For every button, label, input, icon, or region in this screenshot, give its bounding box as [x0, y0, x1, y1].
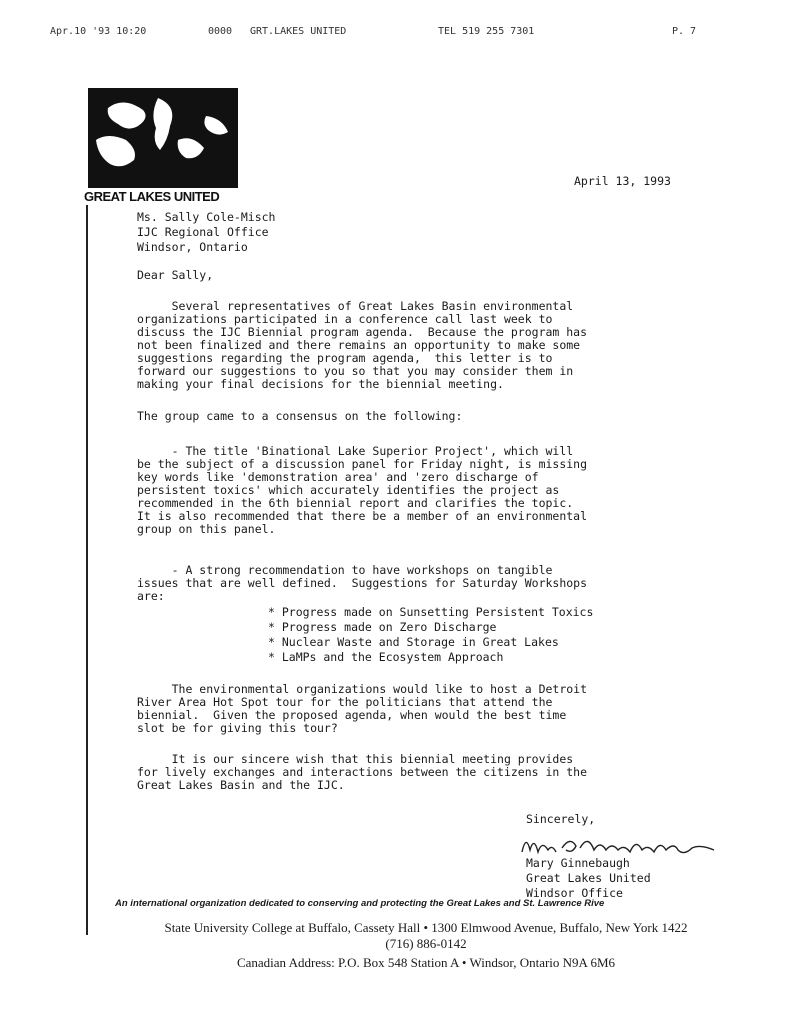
text-line: are:: [137, 589, 165, 603]
logo-wordmark: GREAT LAKES UNITED: [84, 189, 220, 204]
text-line: biennial. Given the proposed agenda, when would the best time: [137, 708, 567, 722]
list-item: * Progress made on Zero Discharge: [268, 620, 497, 634]
signer-name: Mary Ginnebaugh: [526, 856, 630, 870]
fax-tel: TEL 519 255 7301: [438, 26, 535, 37]
text-line: River Area Hot Spot tour for the politicians that attend the: [137, 695, 553, 709]
signer-org: Great Lakes United: [526, 871, 651, 885]
text-line: group on this panel.: [137, 522, 276, 536]
text-line: The environmental organizations would like to host a Detroit: [137, 682, 588, 696]
text-line: key words like 'demonstration area' and 'zero discharge of: [137, 470, 539, 484]
text-line: It is also recommended that there be a member of an environmental: [137, 509, 588, 523]
text-line: organizations participated in a conference call last week to: [137, 312, 553, 326]
canadian-address: Canadian Address: P.O. Box 548 Station A • Windsor, Ontario N9A 6M6: [236, 955, 616, 970]
text-line: It is our sincere wish that this biennial meeting provides: [137, 752, 574, 766]
us-address: State University College at Buffalo, Cassety Hall • 1300 Elmwood Avenue, Buffalo, New York 1422: [164, 920, 688, 935]
recipient-line: Windsor, Ontario: [137, 240, 248, 254]
letter-date: April 13, 1993: [574, 174, 671, 188]
text-line: Great Lakes Basin and the IJC.: [137, 778, 345, 792]
fax-code: 0000: [208, 26, 233, 37]
recipient-line: Ms. Sally Cole-Misch: [137, 210, 276, 224]
text-line: Several representatives of Great Lakes Basin environmental: [137, 299, 574, 313]
text-line: discuss the IJC Biennial program agenda. Because the program has: [137, 325, 588, 339]
text-line: recommended in the 6th biennial report and clarifies the topic.: [137, 496, 574, 510]
fax-page: P. 7: [672, 26, 697, 37]
signer-office: Windsor Office: [526, 886, 623, 900]
text-line: forward our suggestions to you so that you may consider them in: [137, 364, 574, 378]
text-line: suggestions regarding the program agenda, this letter is to: [137, 351, 553, 365]
organization-tagline: An international organization dedicated to conserving and protecting the Great Lakes and St. Lawrence Rive: [115, 898, 605, 909]
text-line: be the subject of a discussion panel for Friday night, is missing: [137, 457, 588, 471]
text-line: making your final decisions for the biennial meeting.: [137, 377, 504, 391]
list-item: * Nuclear Waste and Storage in Great Lakes: [268, 635, 559, 649]
list-item: * LaMPs and the Ecosystem Approach: [268, 650, 504, 664]
text-line: issues that are well defined. Suggestions for Saturday Workshops: [137, 576, 588, 590]
text-line: - A strong recommendation to have workshops on tangible: [137, 563, 553, 577]
list-item: * Progress made on Sunsetting Persistent Toxics: [268, 605, 594, 619]
text-line: persistent toxics' which accurately identifies the project as: [137, 483, 560, 497]
phone-number: (716) 886-0142: [385, 936, 467, 951]
paragraph-2: The group came to a consensus on the following:: [137, 409, 463, 423]
text-line: not been finalized and there remains an opportunity to make some: [137, 338, 581, 352]
text-line: - The title 'Binational Lake Superior Project', which will: [137, 444, 574, 458]
recipient-line: IJC Regional Office: [137, 225, 269, 239]
fax-datetime: Apr.10 '93 10:20: [50, 26, 147, 37]
handwritten-signature-icon: [518, 830, 718, 860]
text-line: for lively exchanges and interactions between the citizens in the: [137, 765, 588, 779]
closing: Sincerely,: [526, 812, 596, 826]
fax-sender: GRT.LAKES UNITED: [250, 26, 347, 37]
salutation: Dear Sally,: [137, 268, 214, 282]
text-line: slot be for giving this tour?: [137, 721, 338, 735]
